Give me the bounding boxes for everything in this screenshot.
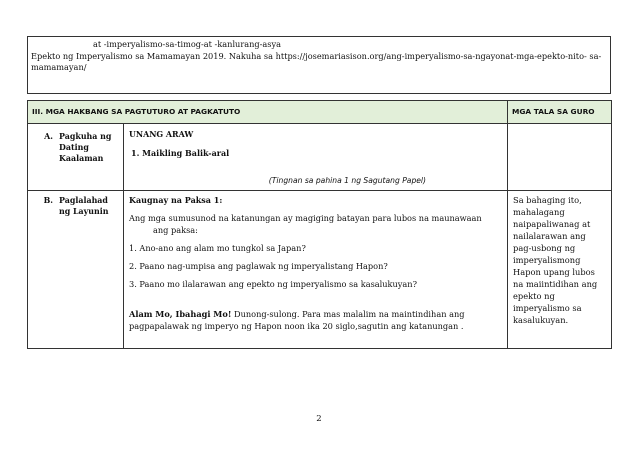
question-2: 2. Paano nag-umpisa ang paglawak ng imperyalistang Hapon?: [129, 261, 388, 271]
question-3: 3. Paano mo ilalarawan ang epekto ng imperyalismo sa kasalukuyan?: [129, 279, 417, 289]
table-header-row: [28, 101, 612, 124]
row-b-label-cell: [28, 191, 124, 349]
worksheet-reference: (Tingnan sa pahina 1 ng Sagutang Papel): [268, 176, 427, 185]
row-a-content-cell: [124, 124, 508, 191]
topic-intro: [129, 212, 502, 236]
row-b-letter: B.: [43, 196, 53, 205]
alam-mo-text-1: Dunong-sulong. Para mas malalim na maintindihan ang: [231, 309, 465, 319]
table-row-a: [28, 124, 612, 191]
table-row-b: [28, 191, 612, 349]
row-b-content-cell: [124, 191, 508, 349]
row-b-label: Paglalahad ng Layunin: [59, 196, 109, 216]
alam-mo-paragraph: [129, 308, 502, 332]
row-a-letter: A.: [44, 132, 53, 141]
topic-intro-line-2: ang paksa:: [153, 225, 198, 235]
header-teacher-notes: MGA TALA SA GURO: [508, 101, 612, 124]
question-1: 1. Ano-ano ang alam mo tungkol sa Japan?: [129, 243, 306, 253]
reference-line-3: mamamayan/: [31, 62, 87, 72]
day-heading: UNANG ARAW: [129, 130, 194, 139]
reference-line-1: at -imperyalismo-sa-timog-at -kanlurang-asya: [93, 39, 282, 49]
teacher-note: Sa bahaging ito, mahalagang naipapaliwanag at nailalarawan ang pag-usbong ng imperyalismong Hapon upang lubos na maiintidihan ang epekto ng imperyalismo sa kasalukuyan.: [508, 191, 612, 349]
lesson-steps-table: [27, 100, 612, 349]
alam-mo-heading: Alam Mo, Ibahagi Mo!: [129, 309, 232, 319]
reference-box: [27, 36, 611, 94]
reference-line-2: Epekto ng Imperyalismo sa Mamamayan 2019. Nakuha sa https://josemariasison.org/ang-imperyalismo-sa-ngayonat-mga-epekto-nito- sa-: [31, 50, 602, 61]
page-number: 2: [316, 414, 322, 424]
header-steps: III. MGA HAKBANG SA PAGTUTURO AT PAGKATUTO: [28, 101, 508, 124]
alam-mo-text-2: pagpapalawak ng imperyo ng Hapon noon ika 20 siglo,sagutin ang katanungan .: [129, 321, 464, 331]
row-a-notes-cell: [508, 124, 612, 191]
review-item: 1. Maikling Balik-aral: [131, 148, 230, 158]
topic-title: Kaugnay na Paksa 1:: [129, 195, 223, 205]
topic-intro-line-1: Ang mga sumusunod na katanungan ay magiging batayan para lubos na maunawaan: [129, 213, 482, 223]
row-a-label: Pagkuha ng Dating Kaalaman: [59, 132, 112, 163]
row-a-label-cell: [28, 124, 124, 191]
